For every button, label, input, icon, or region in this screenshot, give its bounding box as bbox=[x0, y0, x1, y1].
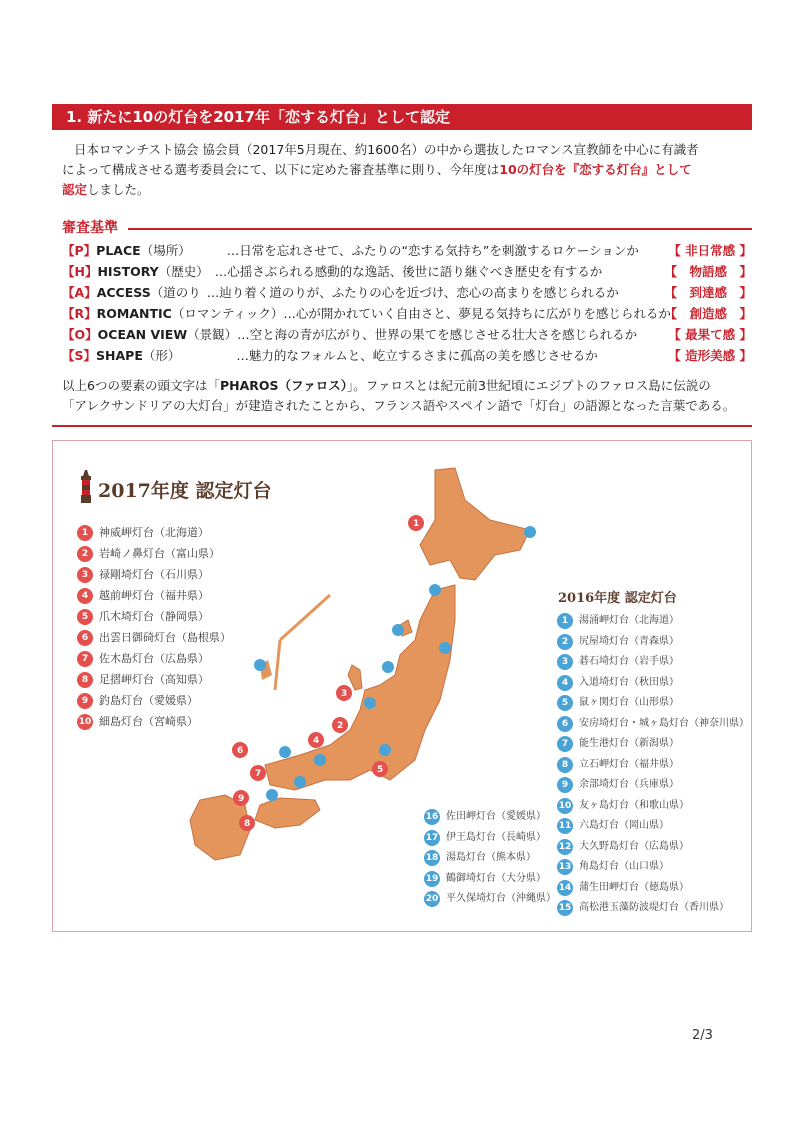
heart-icon bbox=[524, 526, 536, 538]
list-item bbox=[557, 776, 749, 797]
heart-icon: 15 bbox=[557, 900, 573, 916]
list-item-label: 出雲日御碕灯台（島根県） bbox=[99, 631, 231, 644]
list-item-label: 大久野島灯台（広島県） bbox=[579, 840, 689, 852]
list-item bbox=[424, 849, 556, 870]
heart-label: 5 bbox=[377, 765, 384, 775]
list-item-label: 岩崎ノ鼻灯台（富山県） bbox=[99, 547, 220, 560]
criterion-feel: 【 創造感 】 bbox=[664, 306, 752, 321]
heart-label: 9 bbox=[238, 794, 245, 804]
heart-icon: 6 bbox=[77, 630, 93, 646]
list-item-label: 足摺岬灯台（高知県） bbox=[99, 673, 209, 686]
heart-icon: 6 bbox=[557, 716, 573, 732]
intro-line-1: 日本ロマンチスト協会 協会員（2017年5月現在、約1600名）の中から選抜したロマンス宣教師を中心に有識者 bbox=[74, 142, 699, 157]
heart-icon bbox=[429, 584, 441, 596]
heart-icon: 5 bbox=[557, 695, 573, 711]
criterion-jp: （歴史） bbox=[158, 264, 209, 279]
heart-icon: 7 bbox=[77, 651, 93, 667]
criteria-list bbox=[62, 240, 762, 366]
hokkaido-shape bbox=[420, 468, 530, 580]
summary-paragraph bbox=[62, 376, 762, 416]
heart-icon: 1 bbox=[557, 613, 573, 629]
criterion-row bbox=[62, 282, 762, 303]
list-item bbox=[557, 879, 749, 900]
list-item bbox=[557, 899, 749, 920]
heart-label: 6 bbox=[237, 746, 244, 756]
criterion-desc: …空と海の青が広がり、世界の果てを感じさせる壮大さを感じられるか bbox=[237, 327, 638, 342]
summary-pharos: PHAROS（ファロス） bbox=[219, 378, 348, 393]
criterion-row bbox=[62, 261, 762, 282]
lighthouse-list-2016-b bbox=[424, 808, 556, 911]
summary-text-c: 」。ファロスとは紀元前3世紀頃にエジプトのファロス島に伝説の bbox=[347, 378, 711, 393]
list-item-label: 湯島灯台（熊本県） bbox=[446, 852, 536, 863]
criterion-feel: 【 最果て感 】 bbox=[668, 327, 752, 342]
criterion-row bbox=[62, 303, 762, 324]
list-item-label: 釣島灯台（愛媛県） bbox=[99, 694, 198, 707]
heart-icon: 11 bbox=[557, 818, 573, 834]
list-item bbox=[557, 756, 749, 777]
list-item bbox=[424, 829, 556, 850]
list-item-label: 蒲生田岬灯台（徳島県） bbox=[579, 881, 689, 893]
criterion-letter: 【O】 bbox=[62, 327, 98, 342]
list-item-label: 鼠ヶ関灯台（山形県） bbox=[579, 697, 679, 708]
list-item-label: 平久保埼灯台（沖縄県） bbox=[446, 893, 556, 904]
heart-icon bbox=[364, 697, 376, 709]
map-title-2016: 2016年度 認定灯台 bbox=[558, 591, 677, 606]
list-item bbox=[557, 817, 749, 838]
heart-icon bbox=[266, 789, 278, 801]
list-item bbox=[557, 694, 749, 715]
japan-map bbox=[237, 460, 560, 860]
list-item bbox=[77, 713, 231, 734]
heart-icon: 3 bbox=[557, 654, 573, 670]
list-item bbox=[77, 608, 231, 629]
heart-icon: 9 bbox=[557, 777, 573, 793]
criterion-letter: 【R】 bbox=[62, 306, 97, 321]
criterion-name: ACCESS bbox=[96, 285, 151, 300]
heart-icon: 16 bbox=[424, 809, 440, 825]
criterion-feel: 【 造形美感 】 bbox=[668, 348, 752, 363]
list-item bbox=[424, 870, 556, 891]
heart-icon: 4 bbox=[77, 588, 93, 604]
list-item bbox=[557, 633, 749, 654]
criterion-jp: （ロマンティック） bbox=[171, 306, 284, 321]
heart-icon: 7 bbox=[557, 736, 573, 752]
list-item bbox=[557, 674, 749, 695]
list-item-label: 鶴御埼灯台（大分県） bbox=[446, 872, 546, 884]
criteria-heading bbox=[62, 217, 752, 237]
list-item-label: 禄剛埼灯台（石川県） bbox=[99, 568, 209, 581]
summary-text-a: 以上6つの要素の頭文字は「 bbox=[62, 378, 220, 393]
criterion-row bbox=[62, 324, 762, 345]
list-item bbox=[77, 524, 231, 545]
list-item-label: 能生港灯台（新潟県） bbox=[579, 738, 679, 749]
heart-icon bbox=[254, 659, 266, 671]
list-item-label: 神威岬灯台（北海道） bbox=[99, 526, 209, 539]
criterion-name: SHAPE bbox=[96, 348, 143, 363]
heart-icon: 5 bbox=[77, 609, 93, 625]
criterion-jp: （場所） bbox=[140, 243, 191, 258]
list-item bbox=[557, 797, 749, 818]
list-item-label: 佐木島灯台（広島県） bbox=[99, 652, 209, 665]
list-item bbox=[77, 650, 231, 671]
heart-icon: 2 bbox=[77, 546, 93, 562]
heart-icon: 12 bbox=[557, 839, 573, 855]
heart-icon: 2 bbox=[557, 634, 573, 650]
list-item bbox=[424, 890, 556, 911]
heart-icon: 3 bbox=[77, 567, 93, 583]
list-item bbox=[557, 715, 749, 736]
list-item bbox=[557, 838, 749, 859]
list-item-label: 入道埼灯台（秋田県） bbox=[579, 676, 679, 688]
list-item bbox=[77, 587, 231, 608]
heart-icon: 4 bbox=[557, 675, 573, 691]
intro-paragraph bbox=[62, 140, 752, 200]
criterion-row bbox=[62, 240, 762, 261]
criterion-name: HISTORY bbox=[97, 264, 159, 279]
lighthouse-list-2016-a bbox=[557, 612, 749, 920]
criterion-letter: 【A】 bbox=[62, 285, 97, 300]
lighthouse-list-2017 bbox=[77, 524, 231, 734]
criteria-heading-rule bbox=[128, 228, 752, 230]
list-item bbox=[557, 612, 749, 633]
criterion-jp: （道のり bbox=[150, 285, 201, 300]
list-item-label: 角島灯台（山口県） bbox=[579, 861, 669, 872]
criterion-jp: （形） bbox=[142, 348, 181, 363]
heart-icon bbox=[382, 661, 394, 673]
section-title: 1. 新たに10の灯台を2017年「恋する灯台」として認定 bbox=[66, 108, 450, 126]
section-divider bbox=[52, 425, 752, 427]
heart-icon: 17 bbox=[424, 830, 440, 846]
list-item bbox=[424, 808, 556, 829]
heart-icon bbox=[279, 746, 291, 758]
heart-icon bbox=[314, 754, 326, 766]
heart-icon bbox=[439, 642, 451, 654]
criterion-letter: 【P】 bbox=[62, 243, 97, 258]
criterion-letter: 【H】 bbox=[62, 264, 98, 279]
heart-icon: 18 bbox=[424, 850, 440, 866]
lighthouse-icon bbox=[77, 470, 95, 504]
list-item-label: 余部埼灯台（兵庫県） bbox=[579, 779, 679, 790]
criterion-feel: 【 物語感 】 bbox=[664, 264, 752, 279]
heart-icon: 8 bbox=[557, 757, 573, 773]
list-item-label: 碁石埼灯台（岩手県） bbox=[579, 656, 679, 667]
heart-icon: 10 bbox=[557, 798, 573, 814]
criterion-desc: …日常を忘れさせて、ふたりの“恋する気持ち”を刺激するロケーションか bbox=[226, 243, 639, 258]
summary-line-2: 「アレクサンドリアの大灯台」が建造されたことから、フランス語やスペイン語で「灯台」の語源となった言葉である。 bbox=[62, 398, 736, 413]
heart-label: 1 bbox=[413, 519, 420, 529]
intro-highlight-a: 10の灯台を『恋する灯台』として bbox=[499, 162, 692, 177]
heart-label: 3 bbox=[341, 689, 348, 699]
heart-icon: 13 bbox=[557, 859, 573, 875]
criterion-desc: …心が開かれていく自由さと、夢見る気持ちに広がりを感じられるか bbox=[283, 306, 671, 321]
heart-label: 4 bbox=[313, 736, 320, 746]
heart-icon: 8 bbox=[77, 672, 93, 688]
criterion-desc: …辿り着く道のりが、ふたりの心を近づけ、恋心の高まりを感じられるか bbox=[206, 285, 619, 300]
criterion-desc: …心揺さぶられる感動的な逸話、後世に語り継ぐべき歴史を有するか bbox=[214, 264, 603, 279]
list-item-label: 高松港玉藻防波堤灯台（香川県） bbox=[579, 902, 729, 913]
intro-line-3 bbox=[62, 180, 752, 200]
list-item-label: 佐田岬灯台（愛媛県） bbox=[446, 811, 546, 822]
list-item-label: 細島灯台（宮崎県） bbox=[99, 715, 198, 728]
criterion-feel: 【 到達感 】 bbox=[664, 285, 752, 300]
intro-line-2-text: によって構成させる選考委員会にて、以下に定めた審査基準に則り、今年度は bbox=[62, 162, 500, 177]
criterion-name: PLACE bbox=[96, 243, 141, 258]
heart-icon bbox=[294, 776, 306, 788]
intro-line-2 bbox=[62, 160, 752, 180]
heart-icon: 14 bbox=[557, 880, 573, 896]
criterion-jp: （景観） bbox=[187, 327, 238, 342]
heart-icon: 1 bbox=[77, 525, 93, 541]
shikoku-shape bbox=[255, 798, 320, 828]
criteria-heading-text: 審査基準 bbox=[62, 220, 122, 236]
criterion-name: ROMANTIC bbox=[96, 306, 172, 321]
list-item bbox=[77, 671, 231, 692]
intro-tail: しました。 bbox=[87, 182, 150, 197]
criterion-feel: 【 非日常感 】 bbox=[668, 243, 752, 258]
list-item bbox=[77, 629, 231, 650]
list-item bbox=[557, 735, 749, 756]
list-item-label: 安房埼灯台・城ヶ島灯台（神奈川県） bbox=[579, 717, 749, 729]
noto-shape bbox=[348, 665, 362, 690]
heart-label: 7 bbox=[255, 769, 262, 779]
list-item-label: 友ヶ島灯台（和歌山県） bbox=[579, 799, 689, 811]
heart-icon: 20 bbox=[424, 891, 440, 907]
list-item bbox=[77, 692, 231, 713]
criterion-letter: 【S】 bbox=[62, 348, 97, 363]
list-item-label: 伊王島灯台（長崎県） bbox=[446, 831, 546, 843]
heart-icon bbox=[379, 744, 391, 756]
okinawa-inset-frame bbox=[275, 595, 330, 690]
heart-icon: 10 bbox=[77, 714, 93, 730]
heart-label: 8 bbox=[244, 819, 251, 829]
list-item-label: 越前岬灯台（福井県） bbox=[99, 589, 209, 602]
list-item-label: 立石岬灯台（福井県） bbox=[579, 758, 679, 770]
criterion-name: OCEAN VIEW bbox=[97, 327, 188, 342]
list-item bbox=[77, 566, 231, 587]
page-number: 2/3 bbox=[692, 1028, 713, 1043]
criterion-desc: …魅力的なフォルムと、屹立するさまに孤高の美を感じさせるか bbox=[236, 348, 598, 363]
list-item bbox=[557, 858, 749, 879]
list-item-label: 六島灯台（岡山県） bbox=[579, 820, 669, 831]
criterion-row bbox=[62, 345, 762, 366]
list-item-label: 湯涌岬灯台（北海道） bbox=[579, 615, 679, 626]
section-title-bar bbox=[52, 104, 752, 130]
heart-icon bbox=[392, 624, 404, 636]
list-item bbox=[77, 545, 231, 566]
map-title-2017: 2017年度 認定灯台 bbox=[98, 480, 272, 502]
heart-label: 2 bbox=[337, 721, 344, 731]
intro-highlight-b: 認定 bbox=[62, 182, 88, 197]
heart-icon: 9 bbox=[77, 693, 93, 709]
list-item-label: 爪木埼灯台（静岡県） bbox=[99, 610, 209, 623]
list-item bbox=[557, 653, 749, 674]
summary-line-1 bbox=[62, 376, 762, 396]
list-item-label: 尻屋埼灯台（青森県） bbox=[579, 635, 679, 647]
heart-icon: 19 bbox=[424, 871, 440, 887]
